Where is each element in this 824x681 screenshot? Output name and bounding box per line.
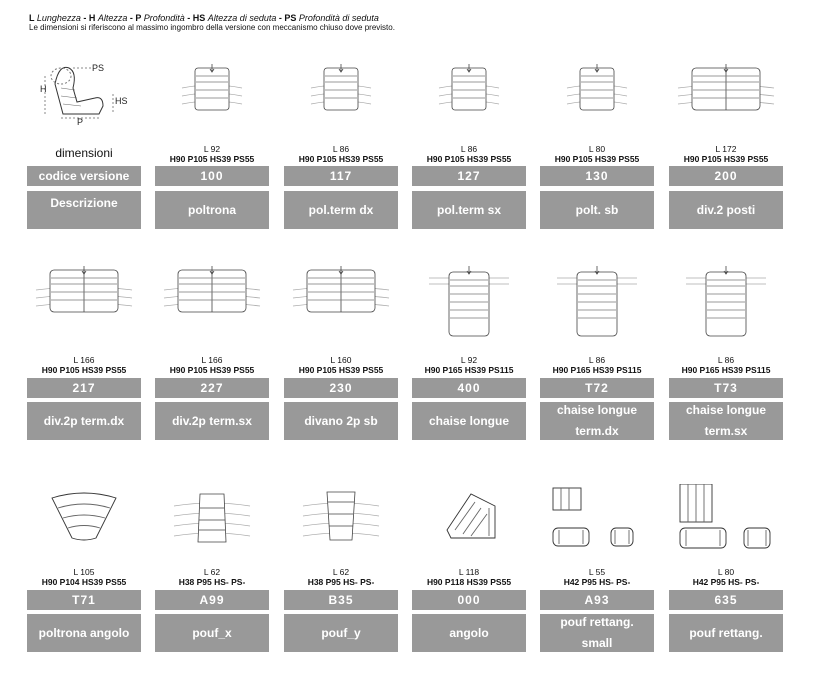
measures-value: H90 P105 HS39 PS55 [683,154,769,164]
h-label: H [40,84,47,94]
version-code: B35 [284,590,398,610]
ps-label: PS [92,63,105,73]
product-description: polt. sb [540,191,654,229]
poufx-drawing [155,484,269,564]
length-value: L 92 [460,355,478,365]
measures-value: H42 P95 HS- PS- [692,577,760,587]
product-description: div.2p term.sx [155,402,269,440]
dimensions-label [412,567,526,587]
measures-value: H42 P95 HS- PS- [563,577,631,587]
measures-value: H90 P105 HS39 PS55 [41,365,127,375]
front2-drawing [155,262,269,342]
version-code: A99 [155,590,269,610]
length-value: L 80 [588,144,606,154]
front1-drawing [155,60,269,140]
measures-value: H90 P105 HS39 PS55 [169,154,255,164]
length-value: L 86 [588,355,606,365]
product-description: angolo [412,614,526,652]
measures-value: H90 P105 HS39 PS55 [298,154,384,164]
length-value: L 86 [460,144,478,154]
front1-drawing [540,60,654,140]
corner-drawing [412,484,526,564]
dimensions-label [669,355,783,375]
front2-drawing [284,262,398,342]
measures-value: H90 P118 HS39 PS55 [426,577,512,587]
version-code: 130 [540,166,654,186]
codice-versione-label: codice versione [27,166,141,186]
measures-value: H90 P105 HS39 PS55 [426,154,512,164]
length-value: L 172 [715,144,737,154]
front2-drawing [27,262,141,342]
front1-drawing [412,60,526,140]
version-code: A93 [540,590,654,610]
hs-label: HS [115,96,128,106]
product-description: pouf rettang. [669,614,783,652]
legend-abbreviations: L Lunghezza - H Altezza - P Profondità - HS Altezza di seduta - PS Profondità di seduta [29,13,379,23]
chaise-drawing [669,262,783,342]
version-code: 000 [412,590,526,610]
version-code: 100 [155,166,269,186]
product-description: pol.term sx [412,191,526,229]
dimensions-label [540,144,654,164]
fan-drawing [27,484,141,564]
product-description: chaise longue term.dx [540,402,654,440]
measures-value: H90 P165 HS39 PS115 [424,365,514,375]
dimensions-label [412,355,526,375]
rect_big-drawing [669,484,783,564]
dimensions-label [540,567,654,587]
version-code: 635 [669,590,783,610]
length-value: L 62 [203,567,221,577]
length-value: L 86 [717,355,735,365]
dimensions-label [669,144,783,164]
dimensions-label [284,355,398,375]
chaise-drawing [540,262,654,342]
measures-value: H90 P105 HS39 PS55 [554,154,640,164]
length-value: L 118 [458,567,480,577]
length-value: L 62 [332,567,350,577]
version-code: T72 [540,378,654,398]
product-description: pouf_x [155,614,269,652]
version-code: 117 [284,166,398,186]
chaise-drawing [412,262,526,342]
length-value: L 55 [588,567,606,577]
product-description: pol.term dx [284,191,398,229]
dimensions-label [284,567,398,587]
version-code: 400 [412,378,526,398]
measures-value: H90 P165 HS39 PS115 [552,365,642,375]
measures-value: H38 P95 HS- PS- [307,577,375,587]
measures-value: H90 P105 HS39 PS55 [169,365,255,375]
front2-drawing [669,60,783,140]
product-description: poltrona [155,191,269,229]
front1-drawing [284,60,398,140]
product-description: pouf rettang. small [540,614,654,652]
length-value: L 80 [717,567,735,577]
p-label: P [77,117,84,126]
product-description: pouf_y [284,614,398,652]
version-code: T71 [27,590,141,610]
dimensions-label [412,144,526,164]
dimensions-note: Le dimensioni si riferiscono al massimo ingombro della versione con meccanismo chiuso dove previsto. [29,23,395,32]
length-value: L 86 [332,144,350,154]
rect_small-drawing [540,484,654,564]
length-value: L 160 [330,355,352,365]
version-code: 217 [27,378,141,398]
dimensions-label [669,567,783,587]
dimensions-label [155,355,269,375]
armchair-profile-diagram [37,54,147,126]
dimensions-label [540,355,654,375]
product-description: chaise longue [412,402,526,440]
dimensioni-label: dimensioni [55,146,113,160]
length-value: L 105 [73,567,95,577]
descrizione-label: Descrizione [27,191,141,229]
dimensions-label [27,355,141,375]
product-description: poltrona angolo [27,614,141,652]
version-code: 230 [284,378,398,398]
product-description: div.2 posti [669,191,783,229]
dimensions-label [155,144,269,164]
measures-value: H38 P95 HS- PS- [178,577,246,587]
version-code: 200 [669,166,783,186]
product-description: chaise longue term.sx [669,402,783,440]
measures-value: H90 P104 HS39 PS55 [41,577,127,587]
poufy-drawing [284,484,398,564]
version-code: 127 [412,166,526,186]
dimensions-label [155,567,269,587]
dimensions-label [284,144,398,164]
version-code: T73 [669,378,783,398]
version-code: 227 [155,378,269,398]
product-description: div.2p term.dx [27,402,141,440]
product-description: divano 2p sb [284,402,398,440]
length-value: L 92 [203,144,221,154]
length-value: L 166 [201,355,223,365]
length-value: L 166 [73,355,95,365]
dimensions-label [27,567,141,587]
measures-value: H90 P165 HS39 PS115 [681,365,771,375]
measures-value: H90 P105 HS39 PS55 [298,365,384,375]
